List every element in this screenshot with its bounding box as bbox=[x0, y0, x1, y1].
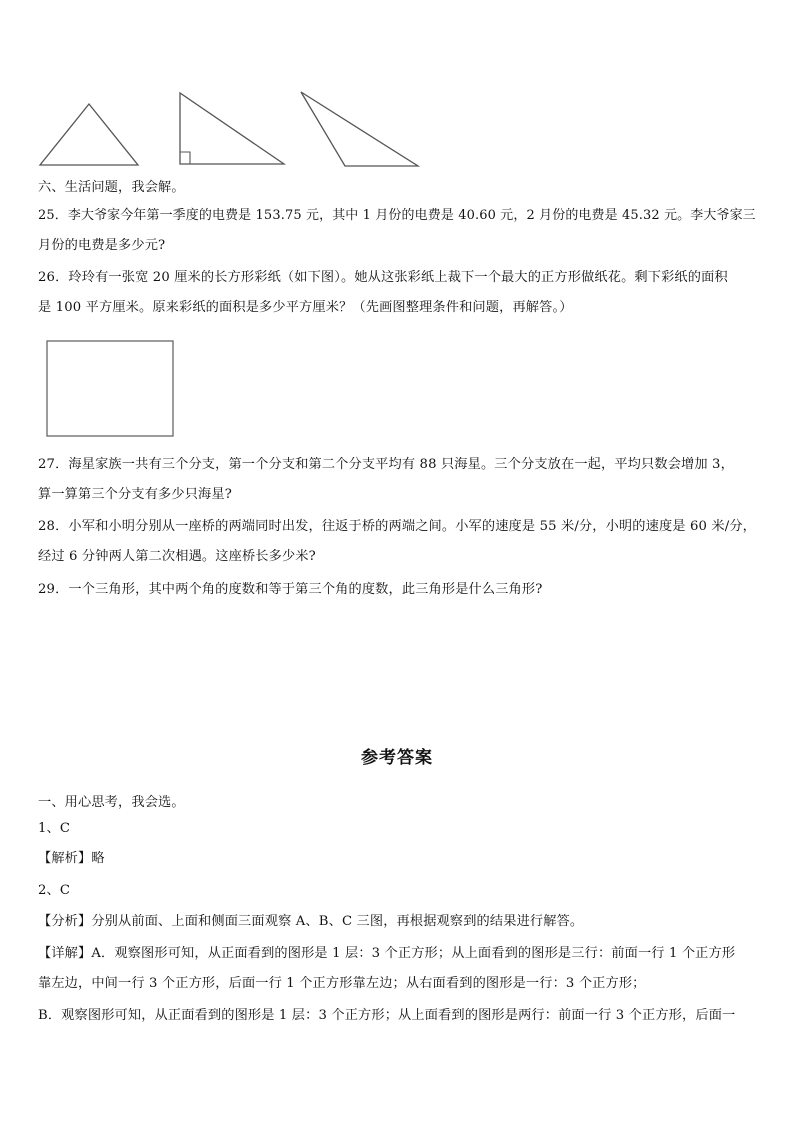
answer-2-detail-line1: 【详解】A．观察图形可知，从正面看到的图形是 1 层：3 个正方形；从上面看到的图形是三行：前面一行 1 个正方形 bbox=[38, 946, 736, 961]
q29-line1: 29．一个三角形，其中两个角的度数和等于第三个角的度数，此三角形是什么三角形? bbox=[38, 582, 543, 597]
rectangle-paper-figure bbox=[47, 341, 173, 436]
q27-line2: 算一算第三个分支有多少只海星? bbox=[38, 487, 232, 502]
q27-line1: 27．海星家族一共有三个分支，第一个分支和第二个分支平均有 88 只海星。三个分支放在一起，平均只数会增加 3， bbox=[38, 457, 734, 472]
q25-line1: 25．李大爷家今年第一季度的电费是 153.75 元，其中 1 月份的电费是 40.60 元，2 月份的电费是 45.32 元。李大爷家三 bbox=[38, 208, 756, 223]
q28-line1: 28．小军和小明分别从一座桥的两端同时出发，往返于桥的两端之间。小军的速度是 55 米/分，小明的速度是 60 米/分， bbox=[38, 519, 756, 534]
answer-1: 1、C bbox=[38, 821, 71, 836]
answer-2: 2、C bbox=[38, 883, 71, 898]
acute-triangle-figure bbox=[40, 104, 138, 165]
answer-2-detail-line2: 靠左边，中间一行 3 个正方形，后面一行 1 个正方形靠左边；从右面看到的图形是一行：3 个正方形； bbox=[38, 976, 646, 991]
q28-line2: 经过 6 分钟两人第二次相遇。这座桥长多少米? bbox=[38, 549, 316, 564]
answer-2-detail-line3: B．观察图形可知，从正面看到的图形是 1 层：3 个正方形；从上面看到的图形是两行：前面一行 3 个正方形，后面一 bbox=[38, 1008, 736, 1023]
answer-2-analysis: 【分析】分别从前面、上面和侧面三面观察 A、B、C 三图，再根据观察到的结果进行解答。 bbox=[38, 914, 584, 929]
q25-line2: 月份的电费是多少元? bbox=[38, 238, 166, 253]
q26-line1: 26．玲玲有一张宽 20 厘米的长方形彩纸（如下图）。她从这张彩纸上裁下一个最大的正方形做纸花。剩下彩纸的面积 bbox=[38, 270, 728, 285]
obtuse-triangle-figure bbox=[301, 92, 418, 166]
q26-line2: 是 100 平方厘米。原来彩纸的面积是多少平方厘米？（先画图整理条件和问题，再解答。） bbox=[38, 300, 573, 315]
answer-1-analysis: 【解析】略 bbox=[38, 851, 105, 866]
answers-title: 参考答案 bbox=[361, 748, 433, 768]
answers-section-one-heading: 一、用心思考，我会选。 bbox=[38, 795, 185, 810]
right-angle-mark bbox=[180, 152, 190, 164]
right-triangle-figure bbox=[180, 93, 284, 164]
section-six-heading: 六、生活问题，我会解。 bbox=[38, 180, 185, 195]
